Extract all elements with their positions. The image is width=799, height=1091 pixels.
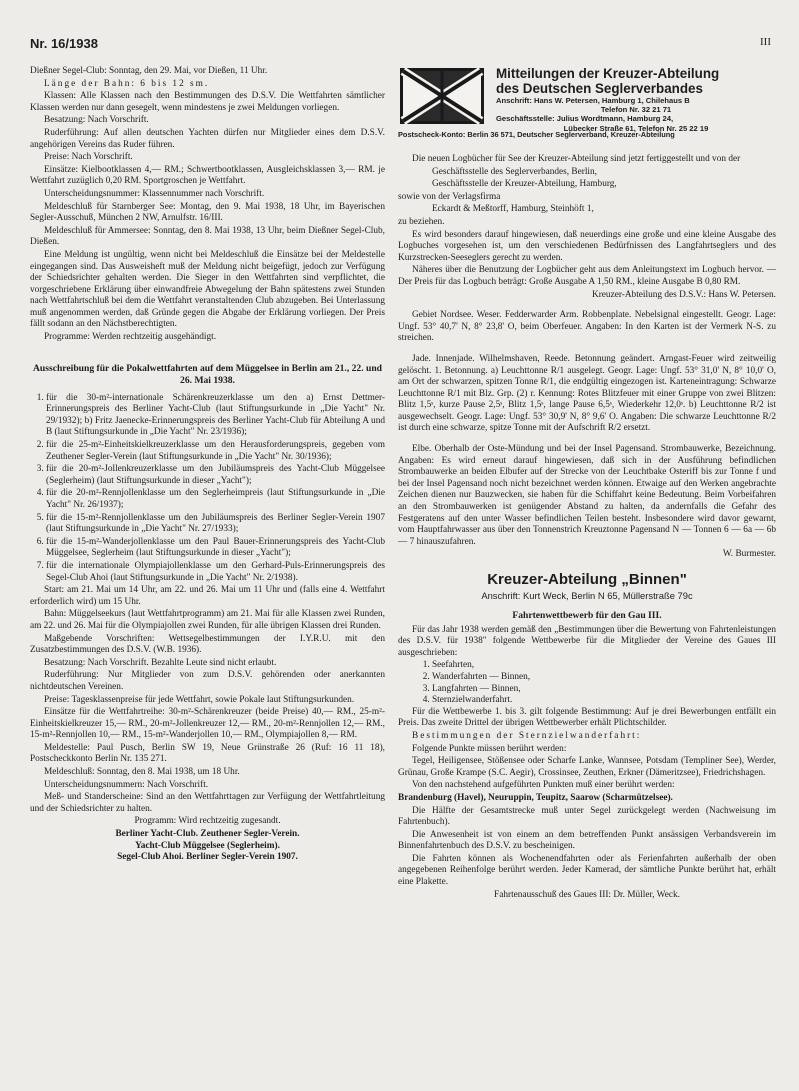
club-line: Segel-Club Ahoi. Berliner Segler-Verein 1907. bbox=[117, 852, 298, 863]
detail-line: Programm: Wird rechtzeitig zugesandt. bbox=[134, 816, 281, 827]
detail-line: Start: am 21. Mai um 14 Uhr, am 22. und 26. Mai um 11 Uhr und (falls eine 4. Wettfahrt erforderlich wird) um 15 Uhr. bbox=[30, 585, 385, 607]
page-number: III bbox=[760, 36, 771, 48]
notice-signature: W. Burmester. bbox=[722, 549, 776, 560]
ka-subtitle: des Deutschen Seglerverbandes bbox=[496, 81, 703, 96]
intro-line: Eine Meldung ist ungültig, wenn nicht bei Meldeschluß die Einsätze bei der Meldestelle eingegangen sind. Das Ausweisheft muß der Meldung nicht beigefügt, jedoch zur Verfügung der Schiedsrichter gehalten werden. Die Sieger in den Wettfahrten sind verpflichtet, die vorgeschriebene Erklärung über einwandfreie Abwegelung der Bahn spätestens zwei Stunden nach Wettfahrtschluß bei dem die Wettfahrt veranstaltenden Club abzugeben. Bei Unterlassung muß angenommen werden, daß Gründe gegen die Abgabe der Erklärung vorliegen. Der Preis fällt sodann an den Nächstberechtigten. bbox=[30, 249, 385, 330]
list-item: 2. für die 25-m²-Einheitskielkreuzerklasse um den Herausforderungspreis, gegeben vom Zeuthener Segler-Verein (laut Stiftungsurkunde in „Die Yacht" Nr. 30/1936); bbox=[46, 440, 385, 463]
detail-line: Bahn: Müggelseekurs (laut Wettfahrtprogramm) am 21. Mai für alle Klassen zwei Runden, am 22. und 26. Mai für die Olympiajollen zwei Runden, für alle übrigen Klassen drei Runden. bbox=[30, 609, 385, 631]
ka-title: Mitteilungen der Kreuzer-Abteilung bbox=[496, 66, 720, 81]
binnen-body: Folgende Punkte müssen berührt werden: bbox=[412, 743, 567, 754]
right-column bbox=[398, 66, 776, 902]
notice-paragraph: Gebiet Nordsee. Weser. Fedderwarder Arm. Robbenplate. Nebelsignal eingestellt. Geogr. Lage: Ungf. 53° 40,7' N, 8° 23,8' O, beim Oberfeuer. Angaben: In den Karten ist der Vermerk N-S. zu streichen. bbox=[398, 310, 776, 344]
binnen-body: Brandenburg (Havel), Neuruppin, Teupitz, Saarow (Scharmützelsee). bbox=[398, 792, 673, 803]
list-item: 1. Seefahrten, bbox=[432, 660, 776, 672]
list-item: 3. Langfahrten — Binnen, bbox=[432, 684, 776, 696]
detail-line: Unterscheidungsnummern: Nach Vorschrift. bbox=[44, 779, 209, 790]
intro-line: Unterscheidungsnummer: Klassennummer nach Vorschrift. bbox=[44, 188, 265, 199]
prize-list bbox=[30, 393, 385, 585]
kreuzer-abteilung-header bbox=[398, 66, 776, 146]
list-item: 4. für die 20-m²-Rennjollenklasse um den Seglerheimpreis (laut Stiftungsurkunde in „Die Yacht" Nr. 26/1937); bbox=[46, 488, 385, 511]
list-item: 4. Sternzielwanderfahrt. bbox=[432, 695, 776, 707]
organizing-clubs bbox=[30, 829, 385, 864]
ka-anschrift: Anschrift: Hans W. Petersen, Hamburg 1, Chilehaus B bbox=[496, 96, 690, 105]
intro-line: Meldeschluß für Ammersee: Sonntag, den 8. Mai 1938, 13 Uhr, beim Dießner Segel-Club, Dießen. bbox=[30, 225, 385, 248]
detail-line: Besatzung: Nach Vorschrift. Bezahlte Leute sind nicht erlaubt. bbox=[44, 657, 277, 668]
binnen-signature: Fahrtenausschuß des Gaues III: Dr. Müller, Weck. bbox=[494, 889, 680, 900]
logbuch-signature: Kreuzer-Abteilung des D.S.V.: Hans W. Petersen. bbox=[592, 289, 776, 300]
ka-contacts bbox=[496, 96, 776, 133]
binnen-subtitle: Fahrtenwettbewerb für den Gau III. bbox=[512, 609, 662, 621]
ka-telefon: Telefon Nr. 32 21 71 bbox=[600, 105, 672, 115]
logbuch-line: Näheres über die Benutzung der Logbücher geht aus dem Anleitungstext im Logbuch hervor. — Der Preis für das Logbuch beträgt: Große Ausgabe A 1,50 RM., kleine Ausgabe B 0,80 RM. bbox=[398, 265, 776, 287]
list-item: 2. Wanderfahrten — Binnen, bbox=[432, 672, 776, 684]
binnen-body: Für die Wettbewerbe 1. bis 3. gilt folgende Bestimmung: Auf je drei Bewerbungen entfällt ein Preis. Das zweite Drittel der übrigen Wettbewerber erhält Plichtschilder. bbox=[398, 706, 776, 729]
logbuch-line: Es wird besonders darauf hingewiesen, daß neuerdings eine große und eine kleine Ausgabe des Logbuches vorgesehen ist, um den verschiedenen Bedürfnissen des Langfahrtseglers und des Kurzstrecken-Seeseglers gerecht zu werden. bbox=[398, 229, 776, 263]
logbuch-line: Eckardt & Meßtorff, Hamburg, Steinhöft 1, bbox=[432, 204, 594, 215]
intro-line: Klassen: Alle Klassen nach den Bestimmungen des D.S.V. Die Wettfahrten sämtlicher Klassen werden nur dann gesegelt, wenn mindestens je zwei Meldungen vorliegen. bbox=[30, 91, 385, 113]
binnen-body: Von den nachstehend aufgeführten Punkten muß einer berührt werden: bbox=[412, 780, 675, 791]
intro-line: Ruderführung: Auf allen deutschen Yachten dürfen nur Mitglieder eines dem D.S.V. angehörigen Vereins das Ruder führen. bbox=[30, 127, 385, 150]
left-column bbox=[30, 66, 385, 864]
intro-line: Einsätze: Kielbootklassen 4,— RM.; Schwertbootklassen, Ausgleichsklassen 3,— RM. je Wettfahrt zuzüglich 0,20 RM. Sportgroschen je Wettfahrt. bbox=[30, 164, 385, 187]
issue-label: Nr. 16/1938 bbox=[30, 36, 98, 51]
detail-line: Meldeschluß: Sonntag, den 8. Mai 1938, um 18 Uhr. bbox=[44, 767, 240, 778]
binnen-title: Kreuzer-Abteilung „Binnen" bbox=[487, 571, 687, 588]
intro-line: Länge der Bahn: 6 bis 12 sm. bbox=[44, 78, 210, 89]
kreuzer-abteilung-text bbox=[496, 66, 776, 133]
intro-line: Programme: Werden rechtzeitig ausgehändigt. bbox=[44, 332, 217, 343]
list-item: 7. für die internationale Olympiajollenklasse um den Gerhard-Puls-Erinnerungspreis des Segel-Club Ahoi (laut Stiftungsurkunde in „Die Yacht" Nr. 2/1938). bbox=[46, 561, 385, 584]
detail-line: Maßgebende Vorschriften: Wettsegelbestimmungen der I.Y.R.U. mit den Zusatzbestimmungen des D.S.V. (W.B. 1936). bbox=[30, 633, 385, 656]
kreuzer-abteilung-flag-icon bbox=[400, 68, 484, 124]
ka-postscheck: Postscheck-Konto: Berlin 36 571, Deutscher Seglerverband, Kreuzer-Abteilung bbox=[398, 130, 675, 139]
intro-line: Preise: Nach Vorschrift. bbox=[44, 152, 133, 163]
notice-paragraph: Elbe. Oberhalb der Oste-Mündung und bei der Insel Pagensand. Strombauwerke, Bezeichnung. Angaben: Es wird erneut darauf hingewiesen, daß sich in der Ausführung befindlichen Strombauwerke an beiden Elbufer auf der Strecke von der Leuchtbake Osteriff bis zur Tonne f und bei der Insel Pagensand noch nicht bezeichnet werden können. Etwaige auf den Werken angebrachte Zeichen dienen nur Bauzwecken, sie haben für die Schiffahrt keine Bedeutung. Beim Vorbeifahren an den Strombauwerken ist genügender Abstand zu halten, da andernfalls die Gefahr des Festgeratens auf den unter Wasser befindlichen Teilen besteht. Insbesondere wird davor gewarnt, vom Hauptfahrwasser aus über den Tonnenstrich Kreuztonne Pagensand N — Tonnen 6 — 6a — 6b — 7 hinauszufahren. bbox=[398, 444, 776, 547]
detail-line: Ruderführung: Nur Mitglieder von zum D.S.V. gehörenden oder anerkannten nichtdeutschen Vereinen. bbox=[30, 670, 385, 692]
notice-paragraph: Jade. Innenjade. Wilhelmshaven, Reede. Betonnung geändert. Arngast-Feuer wird zeitweilig gelöscht. 1. Betonnung. a) Leuchttonne R/1 ausgelegt. Geogr. Lage: Ungf. 53° 31,0' N, 8° 10,0' O, am Ort der schwarzen, spitzen Tonne R/1, die endgültig eingezogen ist. Karteneintragung: Schwarze Leuchttonne R/1 mit Blz. Grp. (2) r. Kennung: Rotes Blitzfeuer mit einer Gruppe von zwei Blitzen: Blitz 1,5ˢ, kurze Pause 2,5ˢ, Blitz 1,5ˢ, lange Pause 6,5ˢ, Wiederkehr 12,0ˢ. b) Leuchttonne R/2 ist ausgewechselt. Geogr. Lage: Ungf. 53° 30,9' N, 8° 9,6' O. Angaben: Die schwarze Leuchttonne R/2 ist durch eine schwarze, spitze Tonne mit der Aufschrift R/2 ersetzt. bbox=[398, 353, 776, 434]
page-header bbox=[30, 36, 771, 58]
detail-line: Preise: Tagesklassenpreise für jede Wettfahrt, sowie Pokale laut Stiftungsurkunden. bbox=[44, 694, 355, 705]
logbuch-line: zu beziehen. bbox=[398, 216, 445, 227]
binnen-body: Die Fahrten können als Wochenendfahrten oder als Ferienfahrten außerhalb der oben angegebenen Reihenfolge berührt werden. Jeder Kamerad, der sämtliche Punkte berührt hat, erhält eine Plakette. bbox=[398, 853, 776, 888]
logbuch-line: Die neuen Logbücher für See der Kreuzer-Abteilung sind jetzt fertiggestellt und von der bbox=[412, 154, 741, 164]
intro-line: Meldeschluß für Starnberger See: Montag, den 9. Mai 1938, 18 Uhr, im Bayerischen Segler-Ausschuß, München 2 NW, Arnulfstr. 16/III. bbox=[30, 201, 385, 224]
list-item: 5. für die 15-m²-Rennjollenklasse um den Jubiläumspreis des Berliner Segler-Verein 1907 (laut Stiftungsurkunde in „Die Yacht" Nr. 27/1933); bbox=[46, 513, 385, 536]
logbuch-line: Geschäftsstelle des Seglerverbandes, Berlin, bbox=[432, 166, 597, 177]
detail-line: Meldestelle: Paul Pusch, Berlin SW 19, Neue Grünstraße 26 (Ruf: 16 11 18), Postscheckkonto Berlin Nr. 135 271. bbox=[30, 742, 385, 765]
binnen-body: Die Anwesenheit ist von einem an dem betreffenden Punkt ansässigen Verbandsverein im Binnenfahrtenbuch des D.S.V. zu bescheinigen. bbox=[398, 829, 776, 852]
club-line: Yacht-Club Müggelsee (Seglerheim). bbox=[135, 840, 280, 851]
binnen-address: Anschrift: Kurt Weck, Berlin N 65, Müllerstraße 79c bbox=[481, 590, 693, 601]
list-item: 1. für die 30-m²-internationale Schärenkreuzerklasse um den a) Ernst Dettmer-Erinnerungspreis des Berliner Yacht-Club (laut Stiftungsurkunde in „Die Yacht" Nr. 29/1932); b) Fritz Jaenecke-Erinnerungspreis des Berliner Yacht-Club für Abteilung A und B (laut Stiftungsurkunde in „Die Yacht" Nr. 23/1936); bbox=[46, 393, 385, 439]
binnen-body: Tegel, Heiligensee, Stößensee oder Scharfe Lanke, Wannsee, Potsdam (Templiner See), Werder, Grünau, Große Krampe (S.C. Aegir), Crossinsee, Zeuthen, Erkner (Dämeritzsee), Friedrichshagen. bbox=[398, 756, 776, 778]
intro-line: Besatzung: Nach Vorschrift. bbox=[44, 115, 149, 126]
ka-geschaeftsstelle: Geschäftsstelle: Julius Wordtmann, Hamburg 24, bbox=[496, 114, 674, 124]
binnen-body: Die Hälfte der Gesamtstrecke muß unter Segel zurückgelegt werden (Nachweisung im Fahrtenbuch). bbox=[398, 805, 776, 828]
list-item: 6. für die 15-m²-Wanderjollenklasse um den Paul Bauer-Erinnerungspreis des Yacht-Club Müggelsee, Seglerheim (laut Stiftungsurkunde in dieser „Yacht"); bbox=[46, 537, 385, 560]
detail-line: Meß- und Standerscheine: Sind an den Wettfahrttagen zur Verfügung der Wettfahrtleitung und der Schiedsrichter zu halten. bbox=[30, 792, 385, 814]
binnen-intro: Für das Jahr 1938 werden gemäß den „Bestimmungen über die Bewertung von Fahrtenleistungen des D.S.V. für 1938" folgende Wettbewerbe für die Mitglieder der Vereine des Gaues III ausgeschrieben: bbox=[398, 624, 776, 658]
ka-geschaeftsstelle-address: Lübecker Straße 61, Telefon Nr. 25 22 19 bbox=[563, 123, 709, 133]
binnen-competition-list bbox=[398, 660, 776, 706]
list-item: 3. für die 20-m²-Jollenkreuzerklasse um den Jubiläumspreis des Yacht-Club Müggelsee (Seglerheim) (laut Stiftungsurkunde in dieser „Yacht"); bbox=[46, 464, 385, 487]
logbuch-line: sowie von der Verlagsfirma bbox=[398, 191, 501, 202]
intro-line: Dießner Segel-Club: Sonntag, den 29. Mai, vor Dießen, 11 Uhr. bbox=[30, 66, 268, 76]
detail-line: Einsätze für die Wettfahrtreihe: 30-m²-Schärenkreuzer (beide Preise) 40,— RM., 25-m²-Einheitskielkreuzer 15,— RM., 20-m²-Jollenkreuzer 12,— RM., 20-m²-Rennjollen 12,— RM., 15-m²-Rennjollen 10,— RM., 15-m²-Wanderjollen 10,— RM., Olympiajollen 8,— RM. bbox=[30, 707, 385, 741]
binnen-body: Bestimmungen der Sternzielwanderfahrt: bbox=[412, 730, 642, 741]
club-line: Berliner Yacht-Club. Zeuthener Segler-Verein. bbox=[115, 829, 300, 840]
logbuch-line: Geschäftsstelle der Kreuzer-Abteilung, Hamburg, bbox=[432, 179, 617, 190]
section-title: Ausschreibung für die Pokalwettfahrten auf dem Müggelsee in Berlin am 21., 22. und 26. Mai 1938. bbox=[32, 362, 383, 386]
